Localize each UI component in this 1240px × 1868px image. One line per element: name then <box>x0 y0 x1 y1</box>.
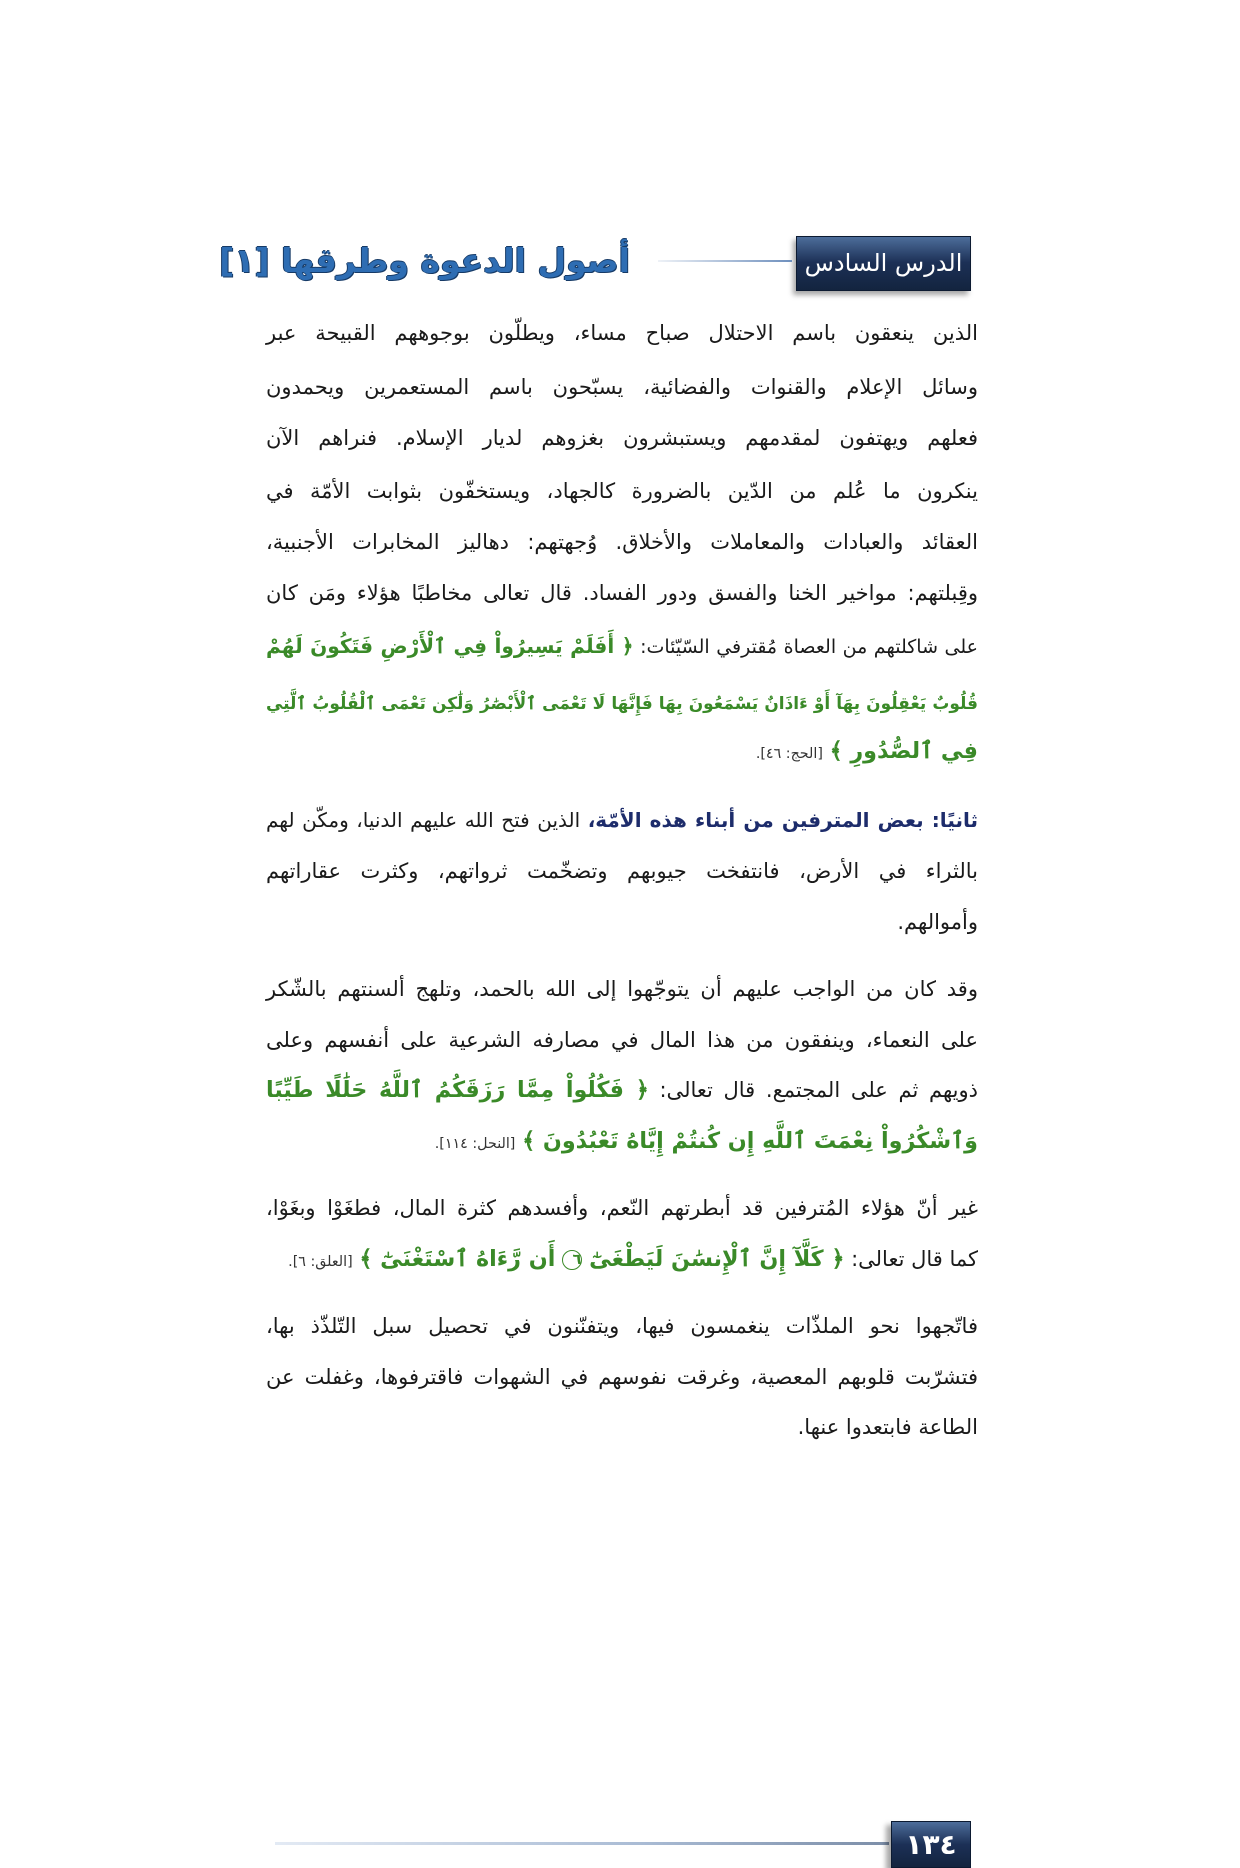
body-line <box>266 1064 978 1116</box>
body-line: العقائد والعبادات والمعاملات والأخلاق. وُجهتهم: دهاليز المخابرات الأجنبية، <box>266 530 978 554</box>
body-line: فعلهم ويهتفون لمقدمهم ويستبشرون بغزوهم لديار الإسلام. فنراهم الآن <box>266 426 978 450</box>
verse-reference: [العلق: ٦]. <box>288 1254 353 1270</box>
body-line: ينكرون ما عُلم من الدّين بالضرورة كالجهاد، ويستخفّون بثوابت الأمّة في <box>266 479 978 503</box>
body-line: غير أنّ هؤلاء المُترفين قد أبطرتهم النّعم، وأفسدهم كثرة المال، فطغَوْا وبغَوْا، <box>266 1196 978 1220</box>
body-line: الذين ينعقون باسم الاحتلال صباح مساء، ويطلّون بوجوههم القبيحة عبر <box>266 321 978 345</box>
header-divider <box>658 260 792 262</box>
section-heading: ثانيًا: بعض المترفين من أبناء هذه الأمّة، <box>587 808 979 832</box>
line-text: كما قال تعالى: <box>851 1247 978 1271</box>
body-line: وأموالهم. <box>897 910 978 934</box>
body-line: بالثراء في الأرض، فانتفخت جيوبهم وتضخّمت ثرواتهم، وكثرت عقاراتهم <box>266 859 978 883</box>
quran-verse: ﴿ أَفَلَمْ يَسِيرُواْ فِي ٱلْأَرْضِ فَتَكُونَ لَهُمْ <box>266 634 634 658</box>
quran-verse: ﴿ فَكُلُواْ مِمَّا رَزَقَكُمُ ٱللَّهُ حَلَٰلًا طَيِّبًا <box>266 1077 649 1103</box>
body-line: وقد كان من الواجب عليهم أن يتوجّهوا إلى الله بالحمد، وتلهج ألسنتهم بالشّكر <box>266 977 978 1001</box>
body-line: فاتّجهوا نحو الملذّات ينغمسون فيها، ويتفنّنون في تحصيل سبل التّلذّذ بها، <box>266 1314 978 1338</box>
body-line: الطاعة فابتعدوا عنها. <box>797 1415 978 1439</box>
quran-verse: قُلُوبٌ يَعْقِلُونَ بِهَآ أَوْ ءَاذَانٌ يَسْمَعُونَ بِهَا فَإِنَّهَا لَا تَعْمَى ٱلْأَبْصَٰرُ وَلَٰكِن تَعْمَى ٱلْقُلُوبُ ٱلَّتِي <box>266 693 978 713</box>
line-text: الذين فتح الله عليهم الدنيا، ومكّن لهم <box>266 808 581 832</box>
page-number: ١٣٤ <box>891 1821 971 1868</box>
quran-verse: أَن رَّءَاهُ ٱسْتَغْنَىٰٓ ﴾ <box>359 1246 556 1272</box>
body-line: وقِبلتهم: مواخير الخنا والفسق ودور الفساد. قال تعالى مخاطبًا هؤلاء ومَن كان <box>266 581 978 605</box>
body-line <box>266 620 978 673</box>
footer-divider <box>275 1842 889 1845</box>
quran-verse: ﴿ كَلَّآ إِنَّ ٱلْإِنسَٰنَ لَيَطْغَىٰٓ <box>589 1246 845 1272</box>
lesson-label-box: الدرس السادس <box>796 236 971 291</box>
body-line: وسائل الإعلام والقنوات والفضائية، يسبّحون باسم المستعمرين ويحمدون <box>266 375 978 399</box>
verse-reference: [النحل: ١١٤]. <box>434 1136 516 1152</box>
body-line: فتشرّبت قلوبهم المعصية، وغرقت نفوسهم في الشهوات فاقترفوها، وغفلت عن <box>266 1365 978 1389</box>
body-line <box>266 725 978 780</box>
body-line <box>266 677 978 730</box>
quran-verse: فِي ٱلصُّدُورِ ﴾ <box>829 738 978 764</box>
line-text: على شاكلتهم من العصاة مُقترفي السّيّئات: <box>640 636 978 658</box>
body-line: على النعماء، وينفقون من هذا المال في مصارفه الشرعية على أنفسهم وعلى <box>266 1028 978 1052</box>
body-line <box>266 794 978 846</box>
verse-number: ٦ <box>562 1250 582 1270</box>
page-title: أصول الدعوة وطرقها [١] <box>219 241 630 280</box>
verse-reference: [الحج: ٤٦]. <box>755 746 823 762</box>
line-text: ذويهم ثم على المجتمع. قال تعالى: <box>659 1078 978 1102</box>
body-line <box>266 1115 978 1170</box>
quran-verse: وَٱشْكُرُواْ نِعْمَتَ ٱللَّهِ إِن كُنتُمْ إِيَّاهُ تَعْبُدُونَ ﴾ <box>522 1128 978 1154</box>
body-line <box>266 1233 978 1288</box>
